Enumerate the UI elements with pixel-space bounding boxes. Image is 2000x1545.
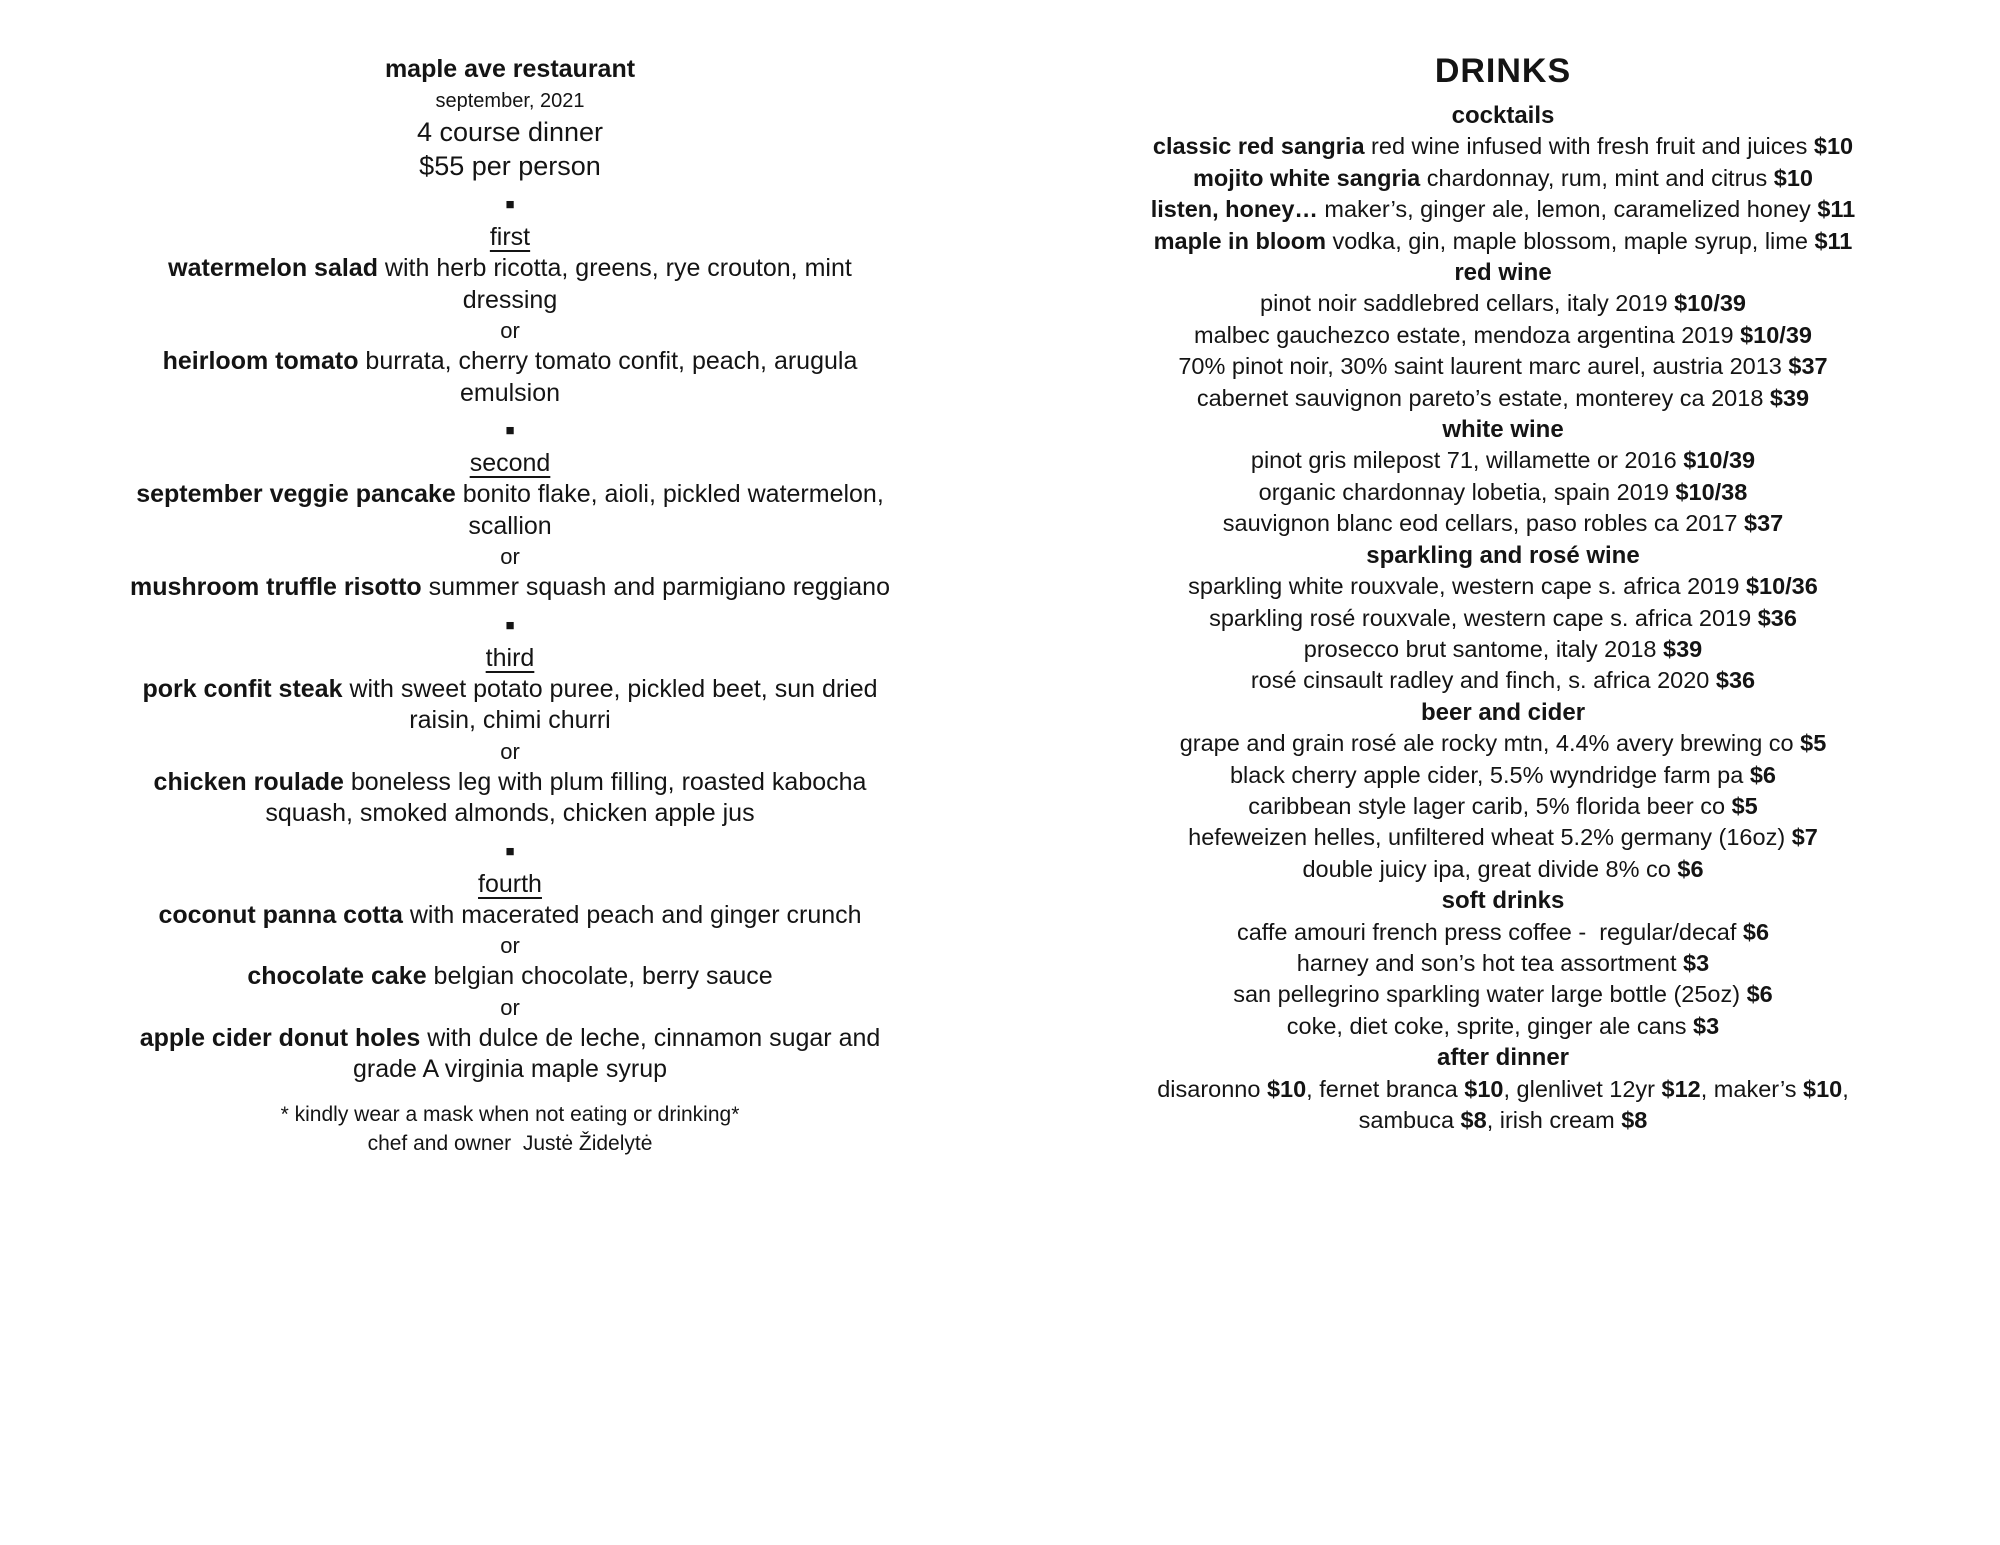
drink-name: mojito white sangria (1193, 164, 1421, 191)
course-header-first (70, 221, 950, 253)
drink-name: listen, honey… (1150, 196, 1318, 223)
dish-name: apple cider donut holes (139, 1023, 421, 1052)
menu-item (70, 767, 950, 830)
course-header-third (70, 642, 950, 674)
drink-price: $36 (1757, 604, 1797, 631)
drink-desc: hefeweizen helles, unfiltered wheat 5.2% germany (16oz) (1188, 824, 1792, 851)
drink-desc: disaronno (1157, 1075, 1267, 1102)
menu-item (70, 900, 950, 932)
drink-desc: vodka, gin, maple blossom, maple syrup, lime (1325, 227, 1815, 254)
drink-price: $11 (1817, 196, 1856, 223)
dish-desc: burrata, cherry tomato confit, peach, arugula (358, 347, 858, 375)
drinks-section-header-soft-drinks: soft drinks (1441, 887, 1565, 915)
course-name: fourth (478, 869, 542, 898)
dish-desc: bonito flake, aioli, pickled watermelon, (455, 480, 884, 508)
dish-desc-continued: grade A virginia maple syrup (352, 1055, 668, 1083)
drink-desc: pinot gris milepost 71, willamette or 2016 (1250, 447, 1684, 474)
drink-price: $37 (1788, 353, 1828, 380)
square-divider-icon: ■ (505, 842, 515, 860)
drink-item (1070, 854, 1936, 885)
menu-item (70, 346, 950, 409)
drink-price: $12 (1661, 1075, 1701, 1102)
drink-price: $10/38 (1675, 478, 1748, 505)
drink-desc: maker’s, ginger ale, lemon, caramelized honey (1317, 196, 1818, 223)
drink-item (1070, 226, 1936, 257)
drink-price: $8 (1621, 1107, 1648, 1133)
square-divider-icon: ■ (505, 196, 515, 213)
dish-name: coconut panna cotta (158, 900, 403, 929)
drink-price: $39 (1663, 635, 1703, 662)
drink-desc: black cherry apple cider, 5.5% wyndridge farm pa (1229, 761, 1750, 788)
drink-price: $10/39 (1740, 321, 1812, 348)
drink-price: $37 (1744, 510, 1784, 537)
dish-name: watermelon salad (168, 254, 378, 282)
dish-desc-continued: squash, smoked almonds, chicken apple jus (265, 799, 755, 827)
drink-item (1070, 288, 1936, 319)
drink-price: $7 (1791, 824, 1818, 851)
drink-price: $11 (1814, 227, 1853, 254)
drink-price: $10/39 (1674, 290, 1746, 317)
drink-name: classic red sangria (1152, 133, 1365, 160)
drink-price: $10/39 (1683, 447, 1756, 474)
drink-desc: rosé cinsault radley and finch, s. africa 2020 (1250, 667, 1716, 694)
drink-desc: , irish cream (1486, 1107, 1622, 1133)
dish-desc: summer squash and parmigiano reggiano (421, 573, 890, 601)
drink-price: $10 (1773, 164, 1813, 191)
or-separator: or (500, 318, 520, 343)
drink-item (1070, 634, 1936, 665)
menu-item (70, 479, 950, 542)
drink-item (1070, 1011, 1936, 1042)
or-separator: or (500, 933, 520, 958)
dish-name: chocolate cake (247, 962, 427, 990)
drink-price: $3 (1693, 1012, 1720, 1039)
drink-desc: 70% pinot noir, 30% saint laurent marc aurel, austria 2013 (1178, 353, 1789, 380)
drink-item (1070, 383, 1936, 414)
after-dinner-line (1070, 1074, 1936, 1105)
drink-price: $8 (1460, 1107, 1487, 1133)
drink-desc: caribbean style lager carib, 5% florida beer co (1248, 792, 1732, 819)
drink-desc: , (1842, 1075, 1849, 1102)
drink-price: $39 (1769, 384, 1810, 411)
drink-desc: double juicy ipa, great divide 8% co (1302, 855, 1678, 882)
drink-price: $36 (1715, 667, 1756, 694)
menu-item (70, 572, 950, 604)
drink-desc: sparkling rosé rouxvale, western cape s. africa 2019 (1209, 604, 1758, 631)
drinks-section-header-cocktails: cocktails (1451, 102, 1555, 129)
drink-desc: san pellegrino sparkling water large bottle (25oz) (1233, 981, 1747, 1008)
drinks-menu-column (1070, 50, 1936, 1136)
restaurant-name: maple ave restaurant (384, 55, 636, 83)
drink-desc: , maker’s (1700, 1075, 1804, 1102)
course-name: third (485, 643, 535, 672)
drink-desc: chardonnay, rum, mint and citrus (1420, 164, 1774, 191)
drink-desc: caffe amouri french press coffee - regular/decaf (1236, 918, 1743, 945)
drink-price: $6 (1749, 761, 1776, 788)
drink-desc: malbec gauchezco estate, mendoza argentina 2019 (1194, 321, 1741, 348)
menu-subtitle: 4 course dinner (416, 117, 604, 147)
drink-item (1070, 822, 1936, 853)
drink-price: $3 (1683, 949, 1710, 976)
menu-price: $55 per person (419, 151, 601, 181)
course-name: second (469, 449, 551, 477)
drinks-section-header-after-dinner: after dinner (1436, 1044, 1570, 1072)
drink-item (1070, 948, 1936, 979)
dish-name: mushroom truffle risotto (130, 573, 422, 601)
drink-item (1070, 351, 1936, 382)
drinks-title: DRINKS (1434, 52, 1572, 90)
dish-name: heirloom tomato (162, 347, 359, 375)
drink-item (1070, 131, 1936, 162)
drink-price: $10 (1464, 1075, 1504, 1102)
drink-item (1070, 760, 1936, 791)
after-dinner-line (1070, 1105, 1936, 1136)
dish-name: chicken roulade (153, 767, 344, 796)
drink-desc: sauvignon blanc eod cellars, paso robles ca 2017 (1222, 510, 1745, 537)
course-name: first (489, 223, 531, 251)
drink-price: $10 (1266, 1075, 1307, 1102)
drink-price: $10 (1813, 133, 1854, 160)
drink-item (1070, 477, 1936, 508)
chef-owner-note: chef and owner Justė Židelytė (367, 1131, 653, 1155)
drink-desc: coke, diet coke, sprite, ginger ale cans (1286, 1012, 1694, 1039)
dish-desc-continued: raisin, chimi churri (409, 706, 611, 734)
drink-price: $6 (1677, 855, 1704, 882)
dish-desc: with dulce de leche, cinnamon sugar and (420, 1023, 881, 1052)
menu-item (70, 1023, 950, 1086)
drink-price: $10 (1803, 1075, 1843, 1102)
menu-item (70, 253, 950, 316)
drinks-section-header-red-wine: red wine (1454, 259, 1552, 287)
drink-item (1070, 665, 1936, 696)
drink-desc: organic chardonnay lobetia, spain 2019 (1258, 478, 1676, 505)
square-divider-icon: ■ (505, 422, 515, 439)
or-separator: or (500, 738, 520, 764)
drink-price: $5 (1731, 792, 1758, 819)
drink-desc: grape and grain rosé ale rocky mtn, 4.4% avery brewing co (1179, 730, 1801, 757)
drink-name: maple in bloom (1153, 227, 1326, 254)
drinks-section-header-white-wine: white wine (1442, 416, 1564, 444)
dish-desc: belgian chocolate, berry sauce (426, 962, 773, 990)
drinks-section-header-beer-cider: beer and cider (1420, 698, 1586, 726)
mask-notice: * kindly wear a mask when not eating or drinking* (280, 1102, 740, 1126)
or-separator: or (500, 994, 520, 1020)
drink-desc: , glenlivet 12yr (1503, 1075, 1662, 1102)
drink-desc: harney and son’s hot tea assortment (1296, 949, 1684, 976)
drink-item (1070, 508, 1936, 539)
dish-desc-continued: scallion (468, 511, 552, 540)
drink-item (1070, 571, 1936, 602)
dish-desc: with sweet potato puree, pickled beet, sun dried (342, 674, 878, 703)
drink-item (1070, 917, 1936, 948)
drink-desc: cabernet sauvignon pareto’s estate, monterey ca 2018 (1196, 384, 1770, 411)
drink-desc: , fernet branca (1306, 1075, 1465, 1102)
dish-name: pork confit steak (142, 674, 343, 703)
drink-item (1070, 320, 1936, 351)
drink-item (1070, 445, 1936, 476)
drinks-section-header-sparkling-rose: sparkling and rosé wine (1366, 541, 1640, 569)
course-header-second (70, 447, 950, 479)
drink-price: $6 (1742, 918, 1770, 945)
drink-item (1070, 603, 1936, 634)
dish-desc: with macerated peach and ginger crunch (402, 900, 862, 929)
drink-desc: red wine infused with fresh fruit and juices (1364, 133, 1814, 160)
square-divider-icon: ■ (505, 616, 515, 634)
menu-item (70, 961, 950, 993)
drink-desc: sparkling white rouxvale, western cape s. africa 2019 (1188, 573, 1746, 600)
menu-item (70, 674, 950, 737)
dinner-menu-column (70, 52, 950, 1158)
drink-price: $6 (1746, 981, 1773, 1008)
drink-item (1070, 728, 1936, 759)
drink-desc: pinot noir saddlebred cellars, italy 2019 (1260, 290, 1675, 317)
menu-date: september, 2021 (435, 90, 585, 112)
drink-item (1070, 163, 1936, 194)
drink-price: $5 (1800, 730, 1827, 757)
or-separator: or (500, 544, 520, 569)
dish-desc-continued: emulsion (459, 378, 561, 407)
drink-price: $10/36 (1745, 573, 1818, 600)
dish-desc-continued: dressing (462, 285, 558, 314)
dish-desc: boneless leg with plum filling, roasted kabocha (343, 767, 867, 796)
drink-item (1070, 791, 1936, 822)
drink-item (1070, 194, 1936, 225)
drink-desc: prosecco brut santome, italy 2018 (1303, 635, 1663, 662)
dish-name: september veggie pancake (136, 480, 456, 508)
dish-desc: with herb ricotta, greens, rye crouton, mint (377, 254, 852, 282)
drink-desc: sambuca (1358, 1107, 1461, 1133)
drink-item (1070, 979, 1936, 1010)
course-header-fourth (70, 868, 950, 900)
